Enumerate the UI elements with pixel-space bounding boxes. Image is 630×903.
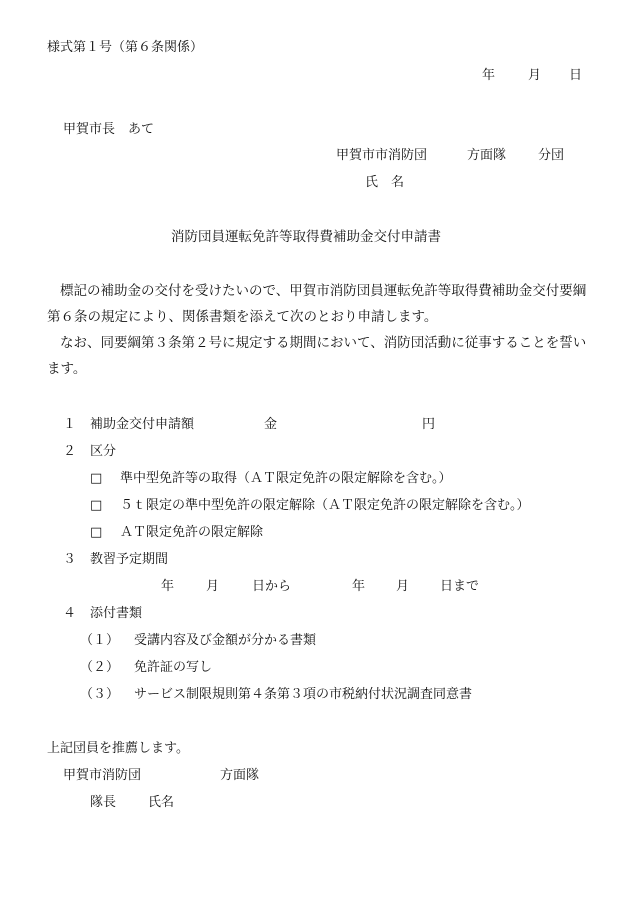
attachment-1-number: （１） bbox=[80, 633, 120, 648]
item4-number: ４ bbox=[63, 606, 77, 621]
category-option-1-text: 準中型免許等の取得（ＡＴ限定免許の限定解除を含む。） bbox=[120, 471, 452, 486]
category-checkbox-2[interactable]: □ bbox=[90, 498, 103, 513]
item2-label: 区分 bbox=[90, 444, 117, 459]
period-from-year: 年 bbox=[161, 579, 175, 594]
date-year: 年 bbox=[482, 68, 496, 83]
item1-number: １ bbox=[63, 417, 77, 432]
recommendation-name: 氏名 bbox=[148, 795, 175, 810]
attachment-1-text: 受講内容及び金額が分かる書類 bbox=[134, 633, 317, 648]
date-day: 日 bbox=[569, 68, 583, 83]
attachment-3-text: サービス制限規則第４条第３項の市税納付状況調査同意書 bbox=[134, 687, 473, 702]
category-option-2-text: ５ｔ限定の準中型免許の限定解除（ＡＴ限定免許の限定解除を含む。） bbox=[120, 498, 530, 513]
category-checkbox-3[interactable]: □ bbox=[90, 525, 103, 540]
recommendation-text: 上記団員を推薦します。 bbox=[47, 741, 189, 756]
recommendation-brigade: 方面隊 bbox=[220, 768, 260, 783]
item1-label: 補助金交付申請額 bbox=[90, 417, 195, 432]
category-option-3-text: ＡＴ限定免許の限定解除 bbox=[120, 525, 264, 540]
period-to-day: 日まで bbox=[440, 579, 480, 594]
attachment-3-number: （３） bbox=[80, 687, 120, 702]
period-from-month: 月 bbox=[206, 579, 220, 594]
recommendation-leader: 隊長 bbox=[90, 795, 117, 810]
item3-number: ３ bbox=[63, 552, 77, 567]
period-to-month: 月 bbox=[396, 579, 410, 594]
body-paragraph-1: 標記の補助金の交付を受けたいので、甲賀市消防団員運転免許等取得費補助金交付要綱第６条の規定により、関係書類を添えて次のとおり申請します。 bbox=[47, 283, 587, 325]
attachment-2-text: 免許証の写し bbox=[134, 660, 213, 675]
body-paragraph-2: なお、同要綱第３条第２号に規定する期間において、消防団活動に従事することを誓います。 bbox=[47, 335, 587, 377]
recommendation-org: 甲賀市消防団 bbox=[63, 768, 142, 783]
item4-label: 添付書類 bbox=[90, 606, 143, 621]
period-to-year: 年 bbox=[352, 579, 366, 594]
item3-label: 教習予定期間 bbox=[90, 552, 169, 567]
period-from-day: 日から bbox=[252, 579, 292, 594]
date-month: 月 bbox=[528, 68, 542, 83]
page-title: 消防団員運転免許等取得費補助金交付申請書 bbox=[171, 229, 441, 245]
item1-yen: 円 bbox=[422, 417, 436, 432]
applicant-name-label: 氏 名 bbox=[365, 175, 405, 190]
form-number: 様式第１号（第６条関係） bbox=[47, 40, 204, 55]
attachment-2-number: （２） bbox=[80, 660, 120, 675]
item2-number: ２ bbox=[63, 444, 77, 459]
item1-kin: 金 bbox=[264, 417, 278, 432]
applicant-branch: 分団 bbox=[538, 148, 565, 163]
applicant-brigade: 方面隊 bbox=[467, 148, 507, 163]
addressee: 甲賀市長 あて bbox=[63, 122, 155, 137]
category-checkbox-1[interactable]: □ bbox=[90, 471, 103, 486]
applicant-org: 甲賀市市消防団 bbox=[336, 148, 428, 163]
